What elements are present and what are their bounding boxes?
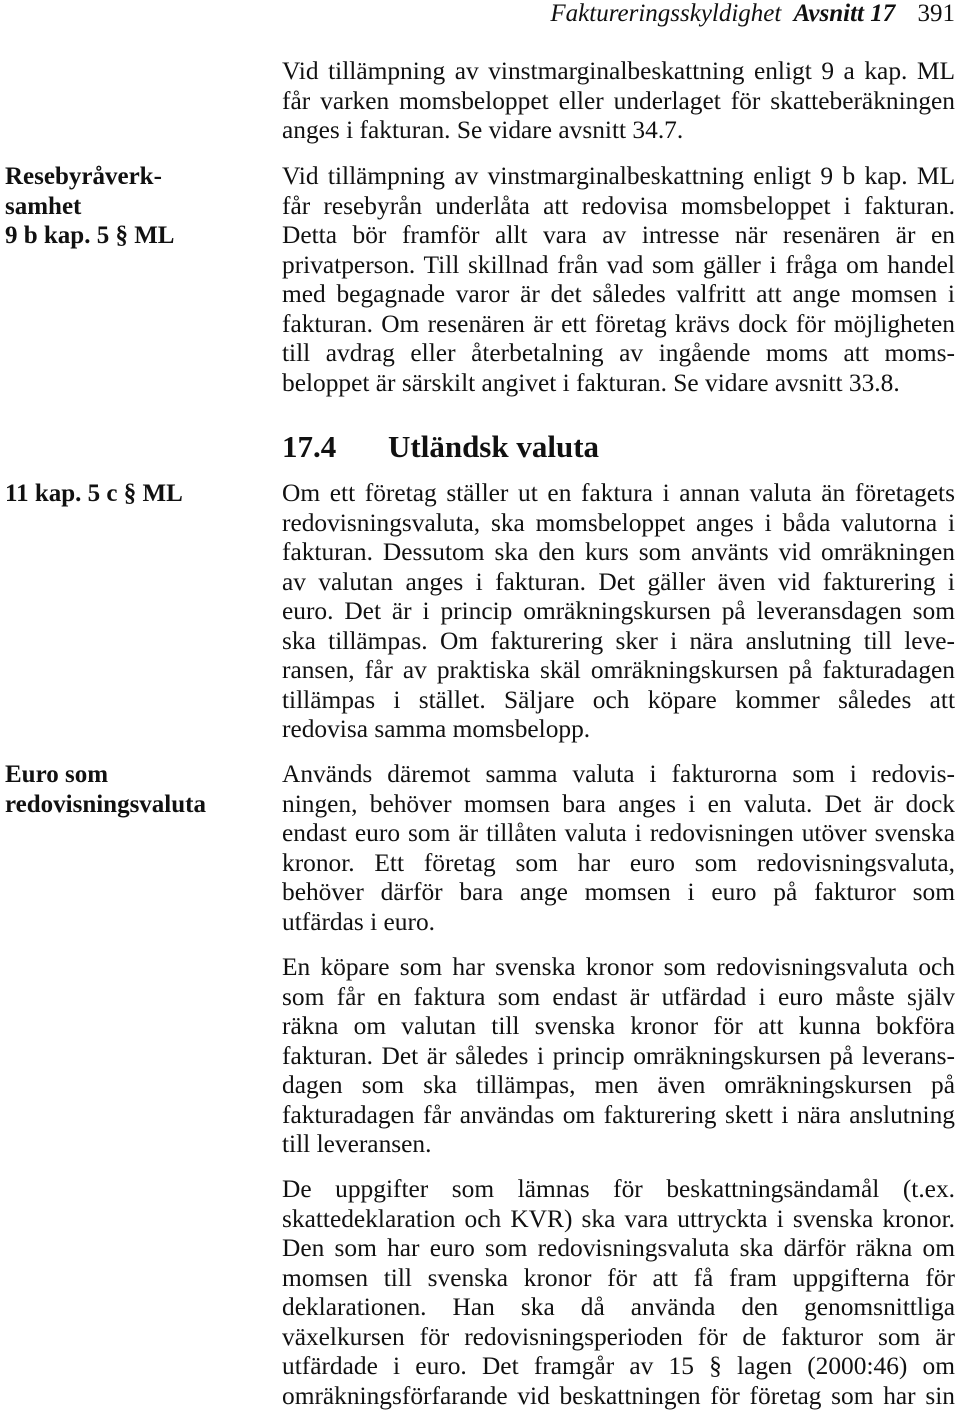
text-line: ningen, behöver momsen bara anges i en valuta. Det är dock xyxy=(282,789,955,818)
text-line: deklarationen. Han ska då använda den genomsnittliga xyxy=(282,1293,955,1321)
margin-note xyxy=(5,479,265,509)
paragraph xyxy=(282,1175,955,1411)
page-number: 391 xyxy=(917,0,955,27)
paragraph xyxy=(282,57,955,146)
text-line: omräkningsförfarande vid beskattningen för företag som har sin xyxy=(282,1381,955,1410)
text-line: växelkursen för redovisningsperioden för de fakturor som är xyxy=(282,1322,955,1351)
text-line: tillämpas i stället. Säljare och köpare kommer således att xyxy=(282,685,955,714)
text-line: Vid tillämpning av vinstmarginalbeskattning enligt 9 a kap. ML xyxy=(282,57,955,85)
text-line: som får en faktura som endast är utfärdad i euro måste själv xyxy=(282,982,955,1011)
margin-note-line: samhet xyxy=(5,192,82,220)
text-line: utfärdade i euro. Det framgår av 15 § lagen (2000:46) om xyxy=(282,1352,955,1380)
text-line: endast euro som är tillåten valuta i redovisningen utöver svenska xyxy=(282,819,955,847)
text-line: ska tillämpas. Om fakturering sker i nära anslutning till leve- xyxy=(282,626,955,655)
paragraph xyxy=(282,479,955,745)
text-line: euro. Det är i princip omräkningskursen på leveransdagen som xyxy=(282,597,955,625)
text-line: Vid tillämpning av vinstmarginalbeskattning enligt 9 b kap. ML xyxy=(282,162,955,190)
text-line: momsen till svenska kronor för att få fram uppgifterna för xyxy=(282,1263,955,1292)
margin-note xyxy=(5,760,265,819)
text-line: De uppgifter som lämnas för beskattningsändamål (t.ex. xyxy=(282,1175,955,1203)
section-label: Avsnitt 17 xyxy=(793,0,896,27)
margin-note-line: Euro som xyxy=(5,761,109,788)
text-line: redovisningsvaluta, ska momsbeloppet anges i båda valutorna i xyxy=(282,508,955,537)
paragraph xyxy=(282,162,955,398)
section-number: 17.4 xyxy=(282,429,337,464)
text-line: skattedeklaration och KVR) ska vara uttryckta i svenska kronor. xyxy=(282,1204,955,1233)
text-line: fakturan. Det är således i princip omräkningskursen på leverans- xyxy=(282,1041,955,1070)
paragraph xyxy=(282,760,955,937)
text-line: utfärdas i euro. xyxy=(282,907,435,936)
text-line: Om ett företag ställer ut en faktura i annan valuta än företagets xyxy=(282,479,955,507)
margin-note-line: Resebyråverk- xyxy=(5,163,162,190)
running-title: Faktureringsskyldighet xyxy=(550,0,782,27)
text-line: kronor. Ett företag som har euro som redovisningsvaluta, xyxy=(282,848,955,877)
margin-note-line: 9 b kap. 5 § ML xyxy=(5,222,175,249)
text-line: till leveransen. xyxy=(282,1130,432,1158)
section-title: Utländsk valuta xyxy=(388,429,600,464)
margin-note xyxy=(5,162,265,251)
text-line: av valutan anges i fakturan. Det gäller även vid fakturering i xyxy=(282,567,955,596)
text-line: fakturan. Om resenären är ett företag krävs dock för möjligheten xyxy=(282,309,955,338)
text-line: En köpare som har svenska kronor som redovisningsvaluta och xyxy=(282,953,955,981)
running-header xyxy=(550,0,955,28)
text-line: Används däremot samma valuta i fakturorna som i redovis- xyxy=(282,760,955,788)
text-line: ransen, får av praktiska skäl omräkningskursen på fakturadagen xyxy=(282,656,955,684)
text-line: räkna om valutan till svenska kronor för att kunna bokföra xyxy=(282,1012,955,1040)
text-line: redovisa samma momsbelopp. xyxy=(282,715,591,743)
text-line: Detta bör framför allt vara av intresse när resenären är en xyxy=(282,221,955,249)
text-line: behöver därför bara ange momsen i euro på fakturor som xyxy=(282,878,955,906)
text-line: fakturan. Dessutom ska den kurs som använts vid omräkningen xyxy=(282,538,955,566)
text-line: dagen som ska tillämpas, men även omräkningskursen på xyxy=(282,1071,955,1099)
text-line: med begagnade varor är det således valfritt att ange momsen i xyxy=(282,280,955,308)
text-line: till avdrag eller återbetalning av ingående moms att moms- xyxy=(282,339,955,367)
paragraph xyxy=(282,953,955,1160)
section-heading xyxy=(282,429,955,465)
text-line: privatperson. Till skillnad från vad som gäller i fråga om handel xyxy=(282,250,955,279)
text-line: får varken momsbeloppet eller underlaget för skatteberäkningen xyxy=(282,86,955,115)
text-line: anges i fakturan. Se vidare avsnitt 34.7. xyxy=(282,116,684,144)
margin-note-line: redovisningsvaluta xyxy=(5,790,206,818)
text-line: får resebyrån underlåta att redovisa momsbeloppet i fakturan. xyxy=(282,191,955,220)
margin-note-line: 11 kap. 5 c § ML xyxy=(5,480,183,507)
text-line: beloppet är särskilt angivet i fakturan. Se vidare avsnitt 33.8. xyxy=(282,368,900,397)
text-line: Den som har euro som redovisningsvaluta ska därför räkna om xyxy=(282,1234,955,1262)
text-line: fakturadagen får användas om fakturering skett i nära anslutning xyxy=(282,1100,955,1129)
